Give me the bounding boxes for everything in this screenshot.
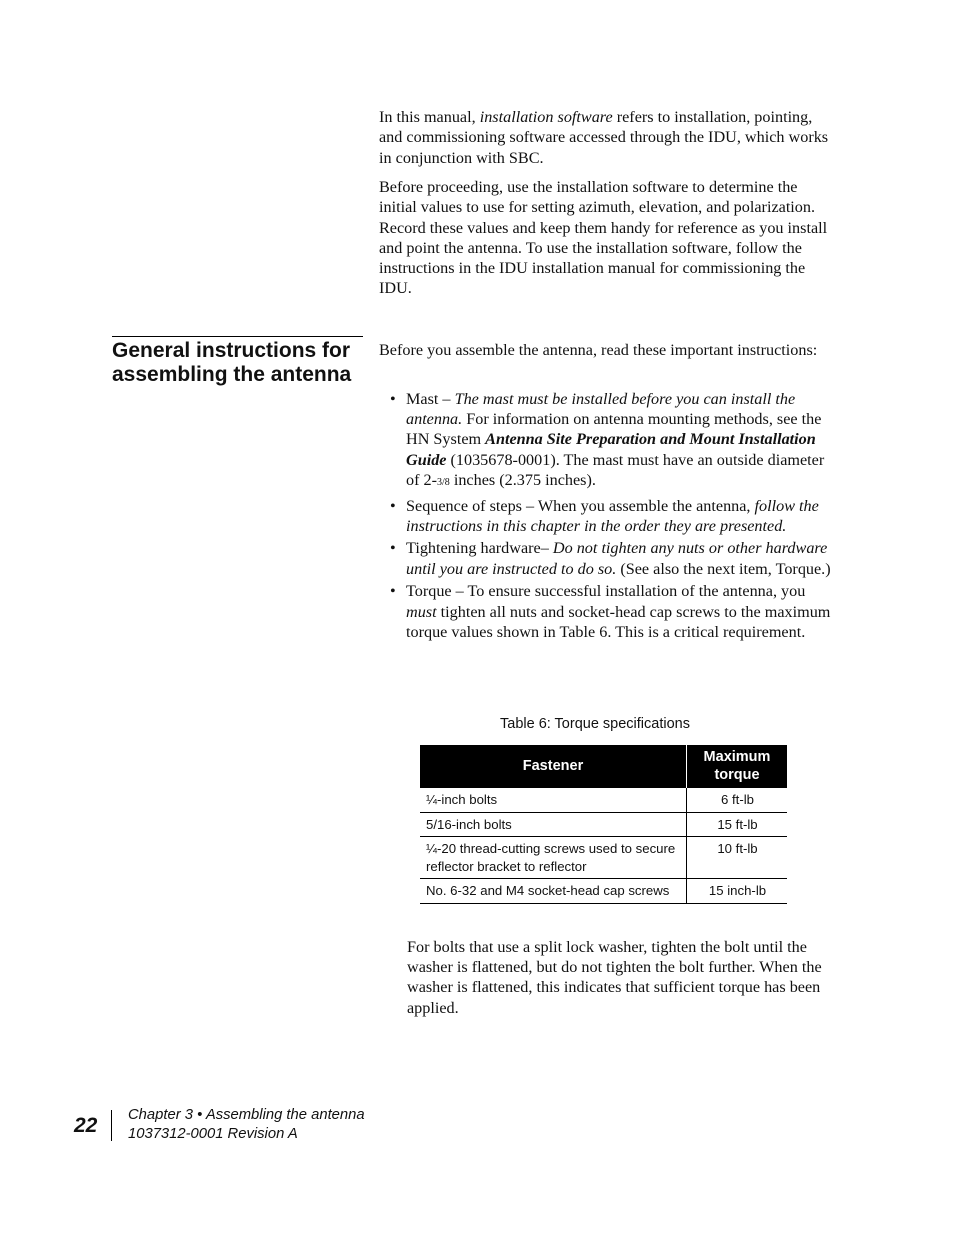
instruction-list xyxy=(379,389,831,644)
section-heading: General instructions for assembling the antenna xyxy=(112,339,352,386)
list-item-sequence xyxy=(379,496,831,536)
list-item-torque xyxy=(379,581,831,642)
bullet-icon: • xyxy=(390,496,396,515)
table-cell-torque: 10 ft-lb xyxy=(687,837,788,879)
bullet-icon: • xyxy=(390,582,396,601)
page-footer xyxy=(128,1106,365,1144)
table-row xyxy=(420,788,787,812)
torque-label: Torque – To ensure successful installation of the antenna, you xyxy=(406,582,806,601)
list-item-hardware xyxy=(379,538,831,578)
intro-p1-end: refers to installation, pointing, and commissioning software accessed through the IDU, which works in conjunction with SBC. xyxy=(379,108,829,167)
table-row xyxy=(420,837,787,879)
table-cell-torque: 15 inch-lb xyxy=(687,879,788,904)
table-cell-torque: 15 ft-lb xyxy=(687,812,788,837)
footer-chapter: Chapter 3 • Assembling the antenna xyxy=(128,1107,365,1123)
intro-paragraph-2: Before proceeding, use the installation software to determine the initial values to use for setting azimuth, elevation, and polarization. Record these values and keep them handy for reference as you install and point the antenna. To use the installation software, follow the instructions in the IDU installation manual for commissioning the IDU. xyxy=(379,178,828,298)
header-max-torque: Maximum torque xyxy=(687,745,788,788)
torque-emphasis: must xyxy=(406,602,437,621)
mast-text-3: inches (2.375 inches). xyxy=(449,470,596,489)
footer-rule xyxy=(111,1110,112,1141)
table-header-row xyxy=(420,745,787,788)
mast-fraction: 3/8 xyxy=(437,476,450,488)
hardware-text: (See also the next item, Torque.) xyxy=(616,559,831,578)
section-lead: Before you assemble the antenna, read these important instructions: xyxy=(379,341,818,359)
header-fastener: Fastener xyxy=(420,745,687,788)
mast-label: Mast – xyxy=(406,390,455,408)
hardware-emphasis: Do not tighten any nuts or other hardware until you are instructed to do so. xyxy=(406,539,828,578)
intro-p1-term: installation software xyxy=(479,108,613,126)
guide-title: Antenna Site Preparation and Mount Installation Guide xyxy=(406,430,816,469)
table-row xyxy=(420,879,787,904)
footer-doc-id: 1037312-0001 Revision A xyxy=(128,1126,298,1142)
table-cell-fastener: ¼-inch bolts xyxy=(420,788,687,812)
washer-paragraph: For bolts that use a split lock washer, tighten the bolt until the washer is flattened, but do not tighten the bolt further. When the washer is flattened, this indicates that sufficient torque has been applied. xyxy=(407,938,822,1017)
torque-table xyxy=(420,745,787,904)
intro-p1-start: In this manual, xyxy=(379,108,480,126)
table-row xyxy=(420,812,787,837)
hardware-label: Tightening hardware– xyxy=(406,539,553,558)
torque-text: tighten all nuts and socket-head cap screws to the maximum torque values shown in Table 6. This is a critical requirement. xyxy=(406,602,831,641)
mast-text-2: (1035678-0001). The mast must have an outside diameter of 2- xyxy=(406,450,825,489)
list-item-mast xyxy=(379,389,831,493)
page-number: 22 xyxy=(74,1114,98,1137)
table-cell-fastener: No. 6-32 and M4 socket-head cap screws xyxy=(420,879,687,904)
bullet-icon: • xyxy=(390,390,396,408)
table-cell-fastener: ¼-20 thread-cutting screws used to secure reflector bracket to reflector xyxy=(420,837,687,879)
table-cell-torque: 6 ft-lb xyxy=(687,788,788,812)
mast-warning: The mast must be installed before you can install the antenna. xyxy=(406,390,796,429)
table-cell-fastener: 5/16-inch bolts xyxy=(420,812,687,837)
intro-paragraph-1 xyxy=(379,107,829,168)
bullet-icon: • xyxy=(390,539,396,558)
sequence-label: Sequence of steps – When you assemble the antenna, xyxy=(406,496,755,515)
mast-text-1: For information on antenna mounting methods, see the HN System xyxy=(406,410,822,449)
heading-rule xyxy=(112,336,363,337)
sequence-emphasis: follow the instructions in this chapter in the order they are presented. xyxy=(406,496,819,535)
table-caption: Table 6: Torque specifications xyxy=(500,716,690,732)
